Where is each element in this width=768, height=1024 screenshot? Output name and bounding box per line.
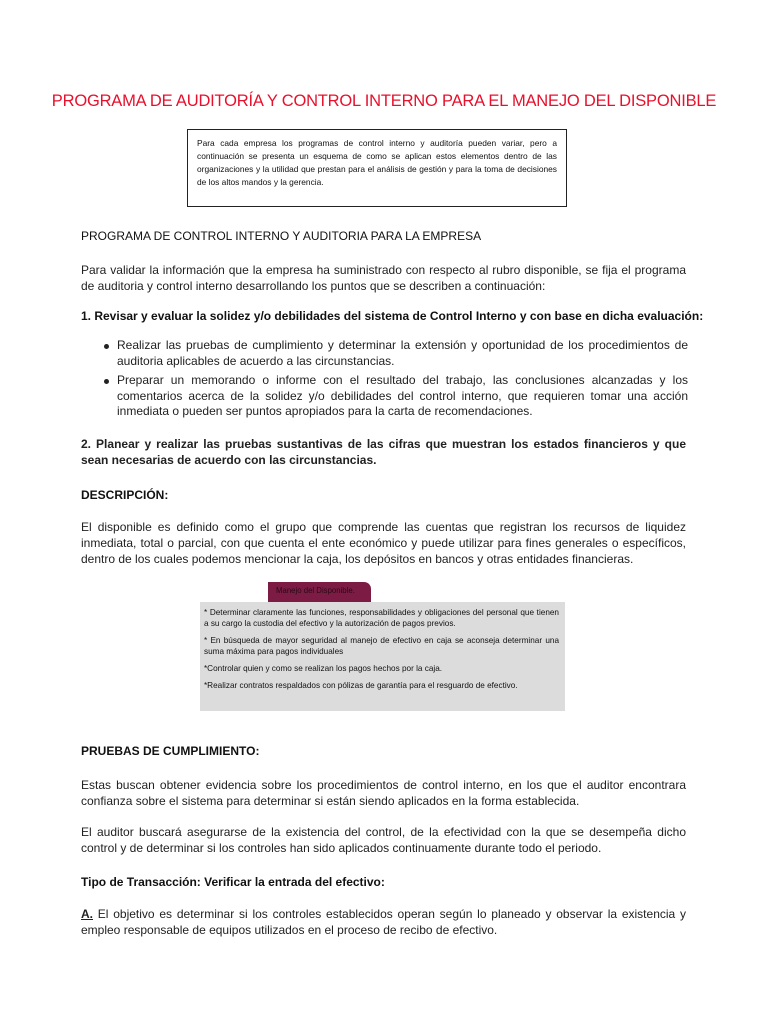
page-title: PROGRAMA DE AUDITORÍA Y CONTROL INTERNO PARA EL MANEJO DEL DISPONIBLE [51,92,717,110]
point-1-heading: 1. Revisar y evaluar la solidez y/o debilidades del sistema de Control Interno y con base en dicha evaluación: [81,309,704,323]
inset-item: * En búsqueda de mayor seguridad al manejo de efectivo en caja se aconseja determinar una suma máxima para pagos individuales [204,636,559,656]
inset-diagram [200,582,565,711]
bullet-list [100,338,688,424]
point-2-heading: 2. Planear y realizar las pruebas sustantivas de las cifras que muestran los estados financieros y que sean necesarias de acuerdo con las circunstancias. [81,437,686,467]
compliance-heading: PRUEBAS DE CUMPLIMIENTO: [81,744,260,758]
description-paragraph: El disponible es definido como el grupo que comprende las cuentas que registran los recursos de liquidez inmediata, total o parcial, con que cuenta el ente económico y puede utilizar para fines generales o específicos, dentro de los cuales podemos mencionar la caja, los depósitos en bancos y otras entidades financieras. [81,520,686,566]
inset-item: *Realizar contratos respaldados con pólizas de garantía para el resguardo de efectivo. [204,681,518,690]
bullet-icon [104,344,109,349]
list-item [100,373,688,420]
list-item [100,338,688,369]
inset-panel [200,602,565,711]
item-a-paragraph [81,906,686,938]
list-item-text: Realizar las pruebas de cumplimiento y determinar la extensión y oportunidad de los procedimientos de auditoria aplicables de acuerdo a las circunstancias. [117,338,688,368]
compliance-paragraph-2: El auditor buscará asegurarse de la existencia del control, de la efectividad con la que se desempeña dicho control y de determinar si los controles han sido aplicados continuamente durante todo el periodo. [81,825,686,855]
description-heading: DESCRIPCIÓN: [81,488,169,502]
list-item-text: Preparar un memorando o informe con el resultado del trabajo, las conclusiones alcanzadas y los comentarios acerca de la solidez y/o debilidades del control interno, que requieren tomar una acción inmediata o pueden ser puntos apropiados para la carta de recomendaciones. [117,373,688,418]
transaction-heading: Tipo de Transacción: Verificar la entrada del efectivo: [81,875,385,889]
inset-item: * Determinar claramente las funciones, responsabilidades y obligaciones del personal que tienen a su cargo la custodia del efectivo y la autorización de pagos previos. [204,608,559,628]
inset-item: *Controlar quien y como se realizan los pagos hechos por la caja. [204,664,443,673]
compliance-paragraph-1: Estas buscan obtener evidencia sobre los procedimientos de control interno, en los que el auditor encontrara confianza sobre el sistema para determinar si están siendo aplicados en la forma establecida. [81,778,686,808]
item-a-letter: A. [81,907,93,921]
bullet-icon [104,379,109,384]
item-a-text: El objetivo es determinar si los controles establecidos operan según lo planeado y observar la existencia y empleo responsable de equipos utilizados en el proceso de recibo de efectivo. [81,907,686,937]
inset-tab-label: Manejo del Disponible. [268,582,371,602]
intro-box: Para cada empresa los programas de control interno y auditoría pueden variar, pero a continuación se presenta un esquema de como se aplican estos elementos dentro de las organizaciones y la utilidad que prestan para el análisis de gestión y para la toma de decisiones de los altos mandos y la gerencia. [187,129,567,207]
intro-paragraph: Para validar la información que la empresa ha suministrado con respecto al rubro disponible, se fija el programa de auditoria y control interno desarrollando los puntos que se describen a continuación: [81,263,686,293]
section-heading-program: PROGRAMA DE CONTROL INTERNO Y AUDITORIA PARA LA EMPRESA [81,229,482,243]
